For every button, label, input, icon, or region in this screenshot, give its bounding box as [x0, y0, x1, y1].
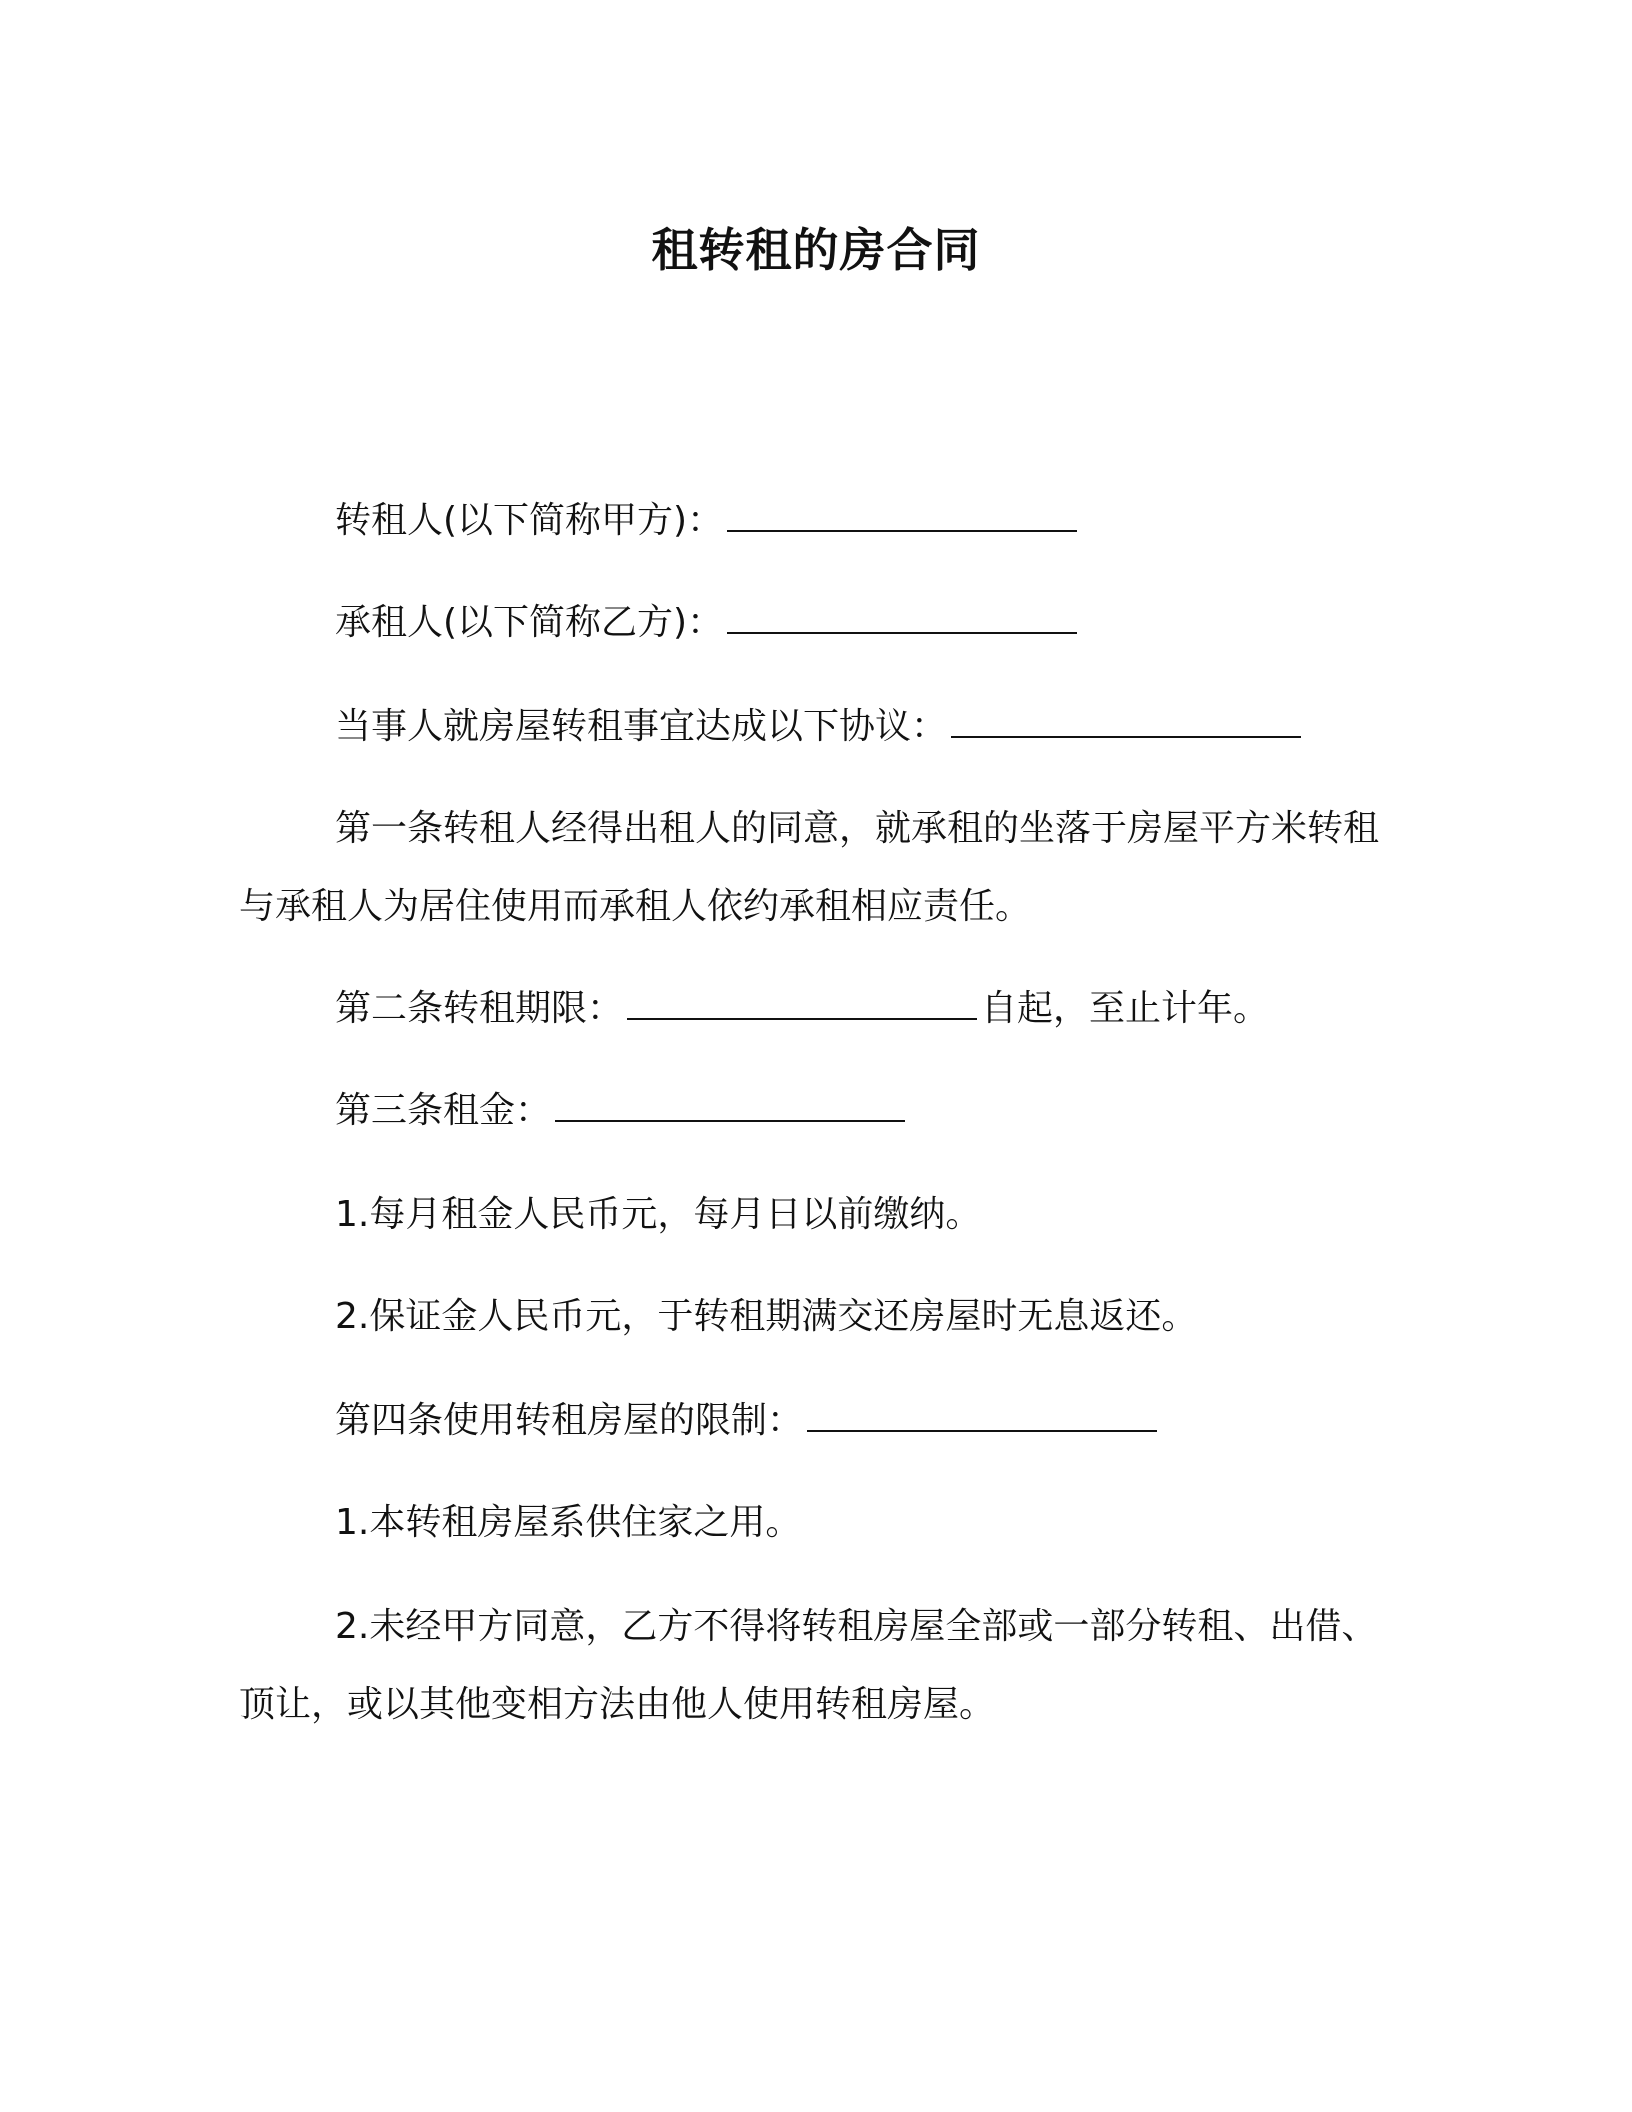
- paragraph-agreement-intro: [239, 688, 1389, 766]
- article-2: [239, 970, 1389, 1048]
- paragraph-text: 2.保证金人民币元，于转租期满交还房屋时无息返还。: [335, 1296, 1198, 1337]
- fill-in-blank: [951, 732, 1301, 738]
- paragraph-text: 转租人(以下简称甲方)：: [335, 500, 724, 541]
- paragraph-sublessor: [239, 482, 1389, 560]
- article-3-item-2: [239, 1278, 1389, 1356]
- document-title: 租转租的房合同: [651, 223, 981, 277]
- paragraph-text: 1.本转租房屋系供住家之用。: [335, 1502, 802, 1543]
- article-4: [239, 1382, 1389, 1460]
- paragraph-text: 第三条租金：: [335, 1090, 552, 1131]
- paragraph-text: 当事人就房屋转租事宜达成以下协议：: [335, 706, 948, 747]
- paragraph-text: 承租人(以下简称乙方)：: [335, 602, 724, 643]
- article-4-item-2: [239, 1588, 1389, 1744]
- fill-in-blank: [555, 1116, 905, 1122]
- paragraph-tail: 自起，至止计年。: [981, 988, 1270, 1029]
- fill-in-blank: [807, 1426, 1157, 1432]
- article-3: [239, 1072, 1389, 1150]
- paragraph-text: 1.每月租金人民币元，每月日以前缴纳。: [335, 1194, 982, 1235]
- article-1: [239, 790, 1389, 946]
- fill-in-blank: [727, 526, 1077, 532]
- paragraph-lessee: [239, 584, 1389, 662]
- paragraph-text: 第一条转租人经得出租人的同意，就承租的坐落于房屋平方米转租与承租人为居住使用而承租人依约承租相应责任。: [239, 808, 1380, 927]
- fill-in-blank: [727, 628, 1077, 634]
- paragraph-text: 2.未经甲方同意，乙方不得将转租房屋全部或一部分转租、出借、顶让，或以其他变相方法由他人使用转租房屋。: [239, 1606, 1378, 1725]
- paragraph-text: 第二条转租期限：: [335, 988, 624, 1029]
- article-3-item-1: [239, 1176, 1389, 1254]
- article-4-item-1: [239, 1484, 1389, 1562]
- fill-in-blank: [627, 1014, 977, 1020]
- paragraph-text: 第四条使用转租房屋的限制：: [335, 1400, 804, 1441]
